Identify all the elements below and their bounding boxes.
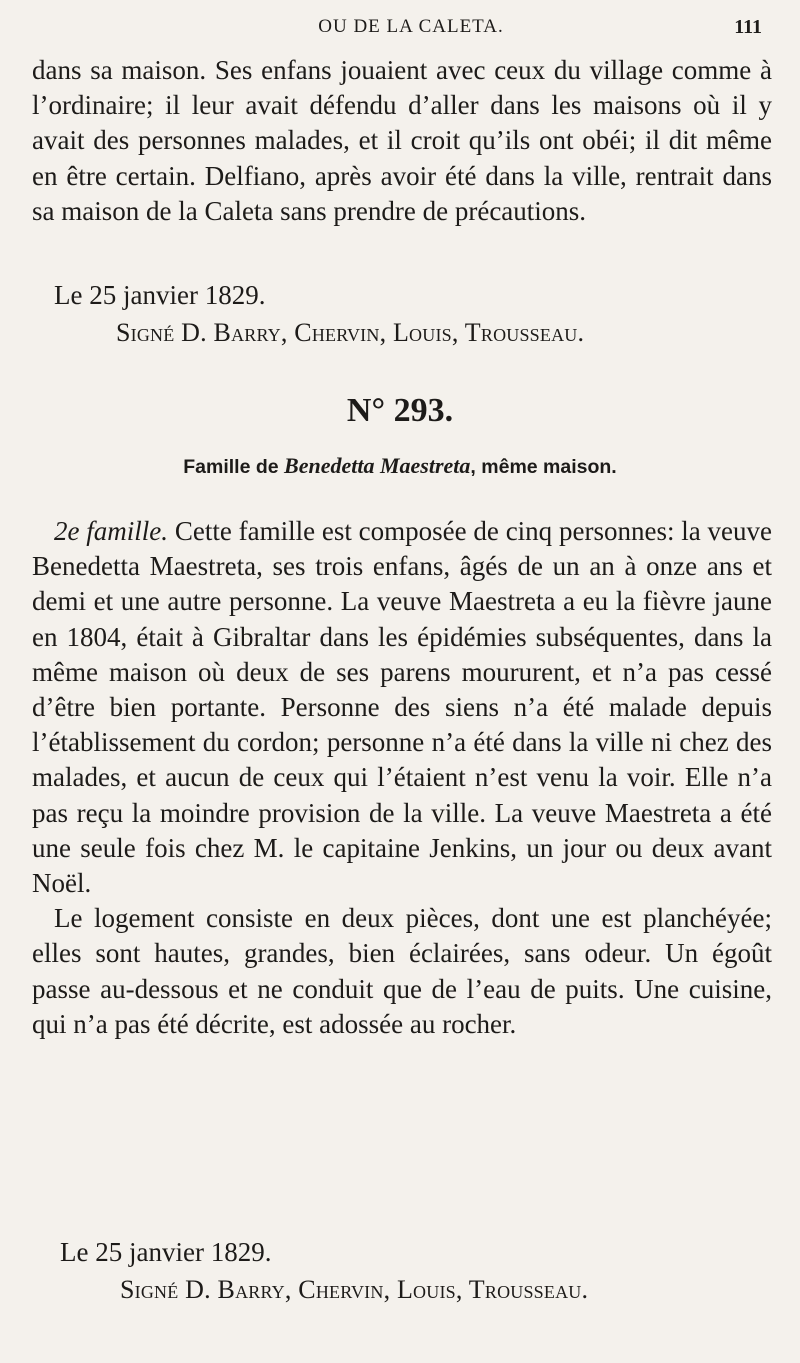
family-label: 2e famille. [54,516,169,546]
section-2-signature: Signé D. Barry, Chervin, Louis, Trousseau. [120,1275,589,1304]
section-1-date: Le 25 janvier 1829. [54,280,266,310]
section-1-text [32,53,772,229]
page-number: 111 [734,16,762,38]
entry-subtitle [0,453,800,479]
running-title: OU DE LA CALETA. [318,16,504,37]
section-2-text [32,514,772,1042]
section-2-paragraph-2: Le logement consiste en deux pièces, dont une est planchéyée; elles sont hautes, grandes, bien éclairées, sans odeur. Un égoût passe au-dessous et ne conduit que de l’eau de puits. Une cuisine, qui n’a pas été décrite, est adossée au rocher. [32,903,772,1039]
section-1-signature: Signé D. Barry, Chervin, Louis, Trousseau. [116,318,585,347]
running-head [60,16,762,46]
section-1-paragraph: dans sa maison. Ses enfans jouaient avec ceux du village comme à l’ordinaire; il leur avait défendu d’aller dans les maisons où il y avait des personnes malades, et il croit qu’ils ont obéi; il dit même en être certain. Delfiano, après avoir été dans la ville, rentrait dans sa maison de la Caleta sans prendre de précautions. [32,55,772,226]
entry-subtitle-prefix: Famille de [183,456,279,478]
entry-number: N° 293. [346,392,454,429]
section-2-paragraph-1-body: Cette famille est composée de cinq personnes: la veuve Benedetta Maestreta, ses trois enfans, âgés de un an à onze ans et demi et une autre personne. La veuve Maestreta a eu la fièvre jaune en 1804, était à Gibraltar dans les épidémies subséquentes, dans la même maison où deux de ses parens moururent, et n’a pas cessé d’être bien portante. Personne des siens n’a été malade depuis l’établissement du cordon; personne n’a été dans la ville ni chez des malades, et aucun de ceux qui l’étaient n’est venu la voir. Elle n’a pas reçu la moindre provision de la ville. La veuve Maestreta a été une seule fois chez M. le capitaine Jenkins, un jour ou deux avant Noël. [32,516,772,899]
section-2-date: Le 25 janvier 1829. [60,1237,272,1267]
section-2-paragraph-1 [32,514,772,901]
entry-subtitle-name: Benedetta Maestreta [284,453,471,478]
entry-subtitle-suffix: , même maison. [470,456,617,478]
